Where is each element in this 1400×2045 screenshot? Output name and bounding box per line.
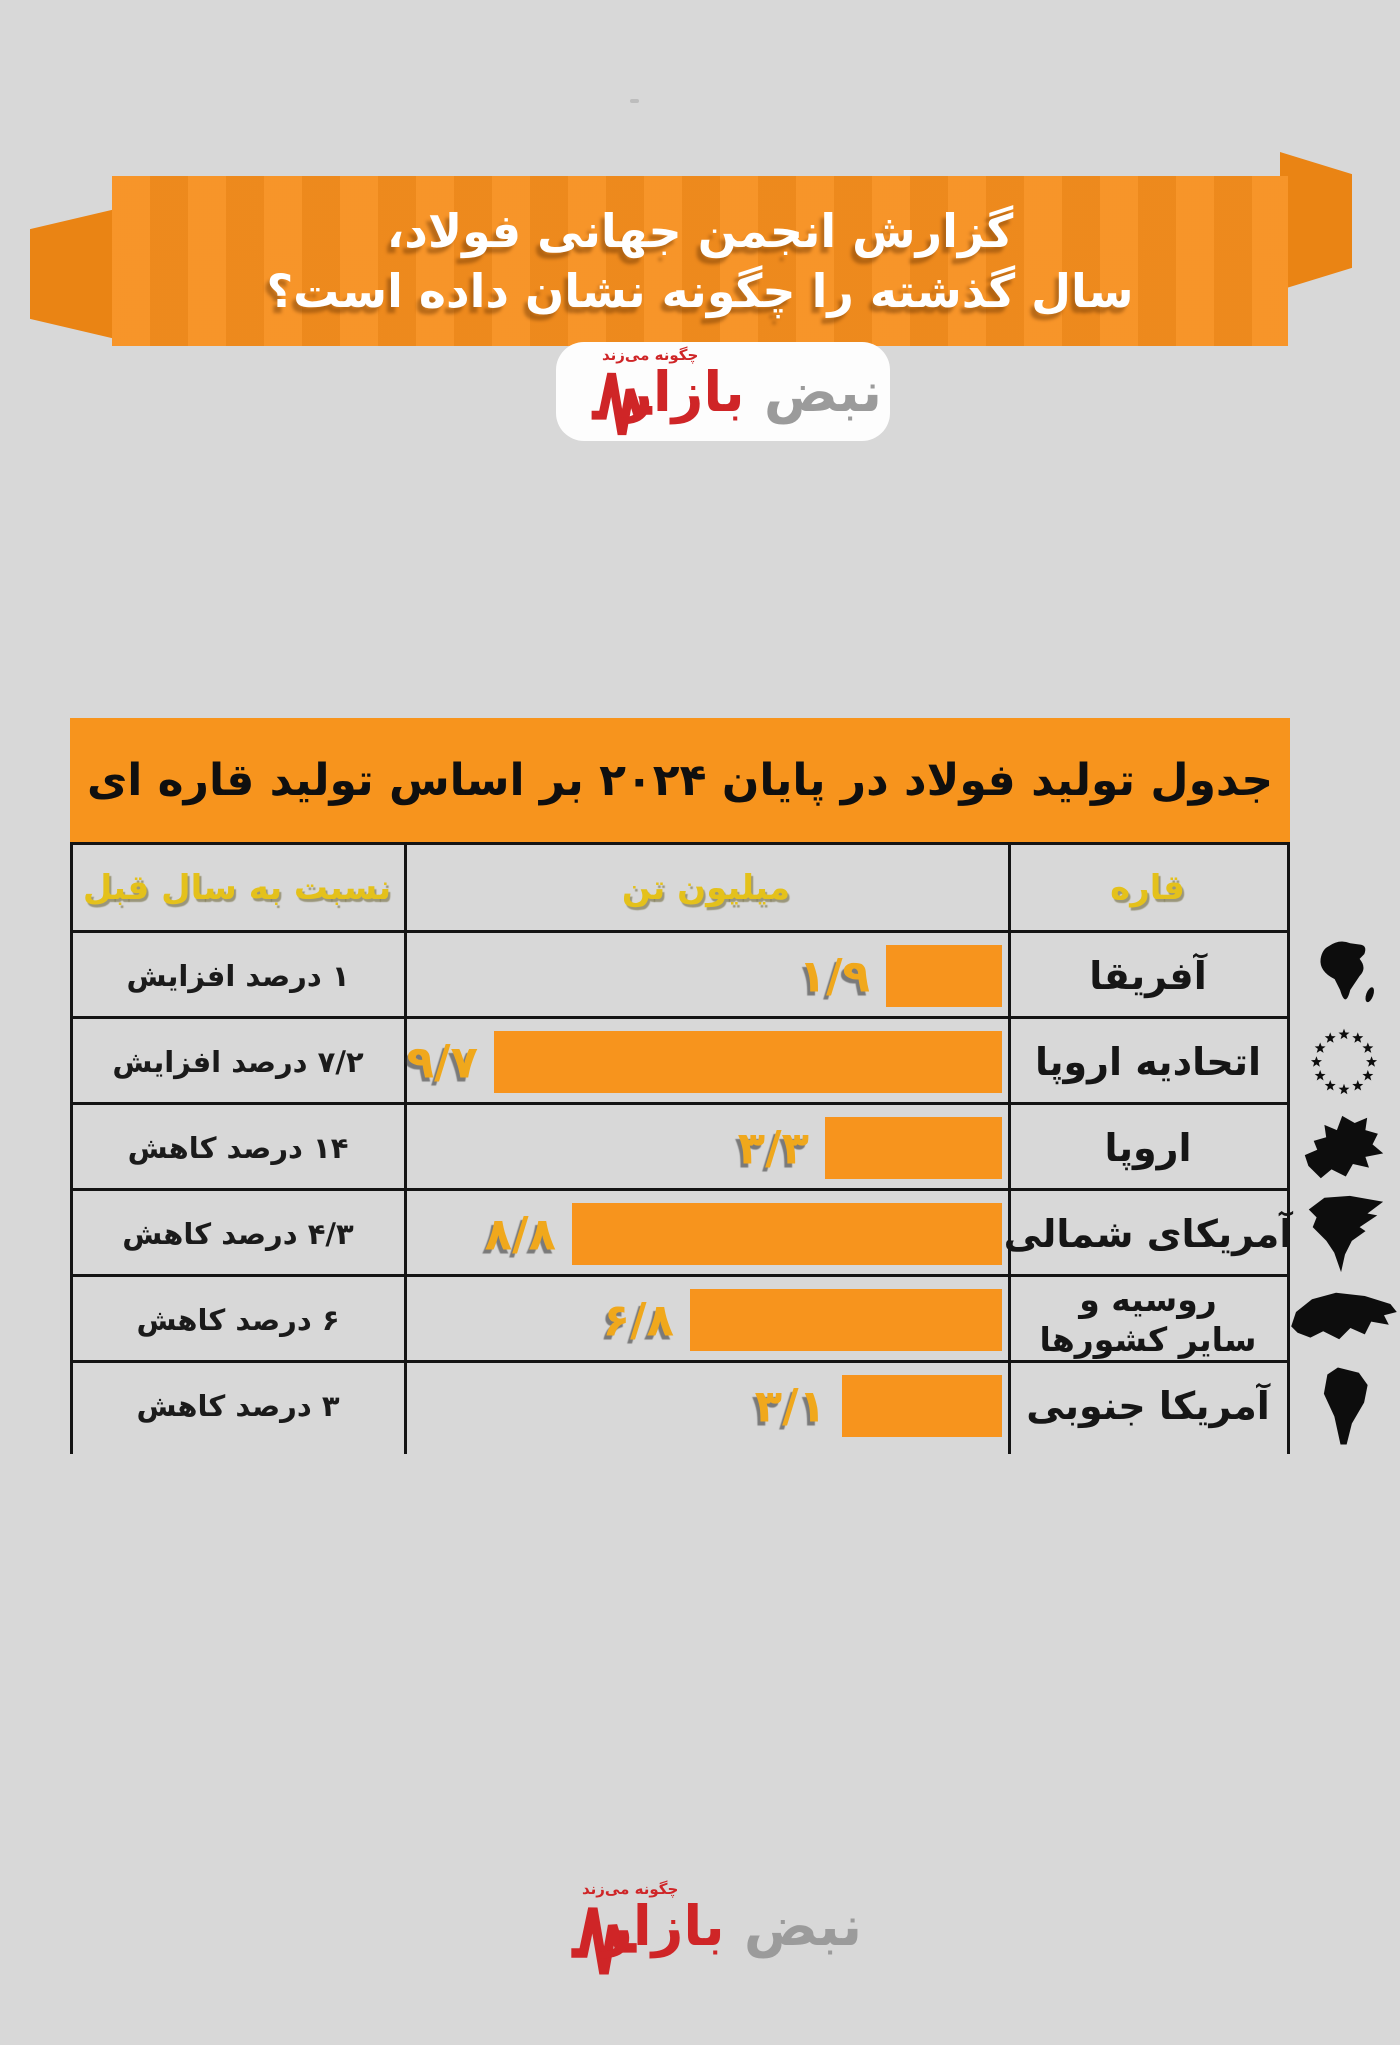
continent-label: روسیه و سایر کشورها xyxy=(1039,1280,1257,1359)
change-cell xyxy=(72,933,404,1019)
amount-cell xyxy=(404,1363,1008,1449)
change-cell xyxy=(72,1105,404,1191)
change-label: ۳ درصد کاهش xyxy=(136,1389,340,1423)
amount-cell xyxy=(404,1191,1008,1277)
bar-value-label: ۸/۸ xyxy=(484,1207,556,1261)
amount-cell xyxy=(404,1019,1008,1105)
column-header-continent: قاره xyxy=(1110,868,1185,908)
logo-word-nabz: نبض xyxy=(763,360,882,424)
scan-artifact-dot xyxy=(630,99,639,103)
ribbon-tail-right xyxy=(1280,152,1352,290)
table-row xyxy=(0,1105,1400,1191)
amount-cell xyxy=(404,1105,1008,1191)
bar-value-label: ۳/۳ xyxy=(737,1121,809,1175)
logo-word-nabz: نبض xyxy=(743,1894,862,1958)
continent-cell xyxy=(1008,1363,1288,1449)
change-cell xyxy=(72,1191,404,1277)
amount-cell xyxy=(404,1277,1008,1363)
continent-label: اتحادیه اروپا xyxy=(1034,1040,1262,1084)
table-row xyxy=(0,1363,1400,1449)
ribbon-band xyxy=(112,176,1288,346)
change-label: ۶ درصد کاهش xyxy=(136,1303,340,1337)
change-label: ۴/۳ درصد کاهش xyxy=(122,1217,354,1251)
bar-value-label: ۶/۸ xyxy=(602,1293,674,1347)
ribbon-tail-left xyxy=(30,208,120,340)
continent-label: آفریقا xyxy=(1089,954,1207,998)
production-bar xyxy=(690,1289,1002,1351)
continent-cell xyxy=(1008,1277,1288,1363)
production-bar xyxy=(886,945,1002,1007)
change-label: ۱۴ درصد کاهش xyxy=(127,1131,349,1165)
change-cell xyxy=(72,1019,404,1105)
nabz-bazar-logo-bottom xyxy=(552,1878,862,1986)
continent-cell xyxy=(1008,1105,1288,1191)
europe-map-icon xyxy=(1288,1105,1400,1191)
table-row xyxy=(0,1019,1400,1105)
table-row xyxy=(0,1191,1400,1277)
continent-cell xyxy=(1008,933,1288,1019)
continent-cell xyxy=(1003,1191,1293,1277)
bar-value-label: ۹/۷ xyxy=(406,1035,478,1089)
continent-cell xyxy=(1008,1019,1288,1105)
africa-map-icon xyxy=(1288,933,1400,1019)
nabz-bazar-logo-top xyxy=(572,344,882,452)
production-bar xyxy=(842,1375,1002,1437)
logo-wordmark xyxy=(621,360,882,424)
north-america-map-icon xyxy=(1288,1191,1400,1277)
bar-value-label: ۱/۹ xyxy=(798,949,870,1003)
banner-title-line1: گزارش انجمن جهانی فولاد، xyxy=(386,204,1014,258)
change-cell xyxy=(72,1363,404,1449)
table-row xyxy=(0,933,1400,1019)
logo-wordmark xyxy=(601,1894,862,1958)
column-header-amount: میلیون تن xyxy=(621,868,791,908)
table-rows xyxy=(0,933,1400,1449)
change-cell xyxy=(72,1277,404,1363)
logo-tagline: چگونه می‌زند xyxy=(582,1880,679,1898)
bar-value-label: ۳/۱ xyxy=(754,1379,826,1433)
south-america-map-icon xyxy=(1288,1363,1400,1449)
logo-word-bazar: بازار xyxy=(621,360,745,424)
column-header-change: نسبت به سال قبل xyxy=(82,868,392,908)
banner-title-line2: سال گذشته را چگونه نشان داده است؟ xyxy=(266,264,1134,318)
russia-map-icon xyxy=(1288,1277,1400,1363)
production-bar xyxy=(825,1117,1002,1179)
eu-stars-icon xyxy=(1288,1019,1400,1105)
amount-cell xyxy=(404,933,1008,1019)
logo-tagline: چگونه می‌زند xyxy=(602,346,699,364)
production-bar xyxy=(494,1031,1002,1093)
production-bar xyxy=(572,1203,1002,1265)
change-label: ۱ درصد افزایش xyxy=(126,959,350,993)
logo-word-bazar: بازار xyxy=(601,1894,725,1958)
continent-label: آمریکای شمالی xyxy=(1003,1212,1293,1256)
table-title-bar xyxy=(70,718,1290,843)
table-title: جدول تولید فولاد در پایان ۲۰۲۴ بر اساس تولید قاره ای xyxy=(86,755,1274,806)
continent-label: اروپا xyxy=(1104,1126,1192,1170)
change-label: ۷/۲ درصد افزایش xyxy=(112,1045,364,1079)
table-row xyxy=(0,1277,1400,1363)
continent-label: آمریکا جنوبی xyxy=(1026,1384,1270,1428)
